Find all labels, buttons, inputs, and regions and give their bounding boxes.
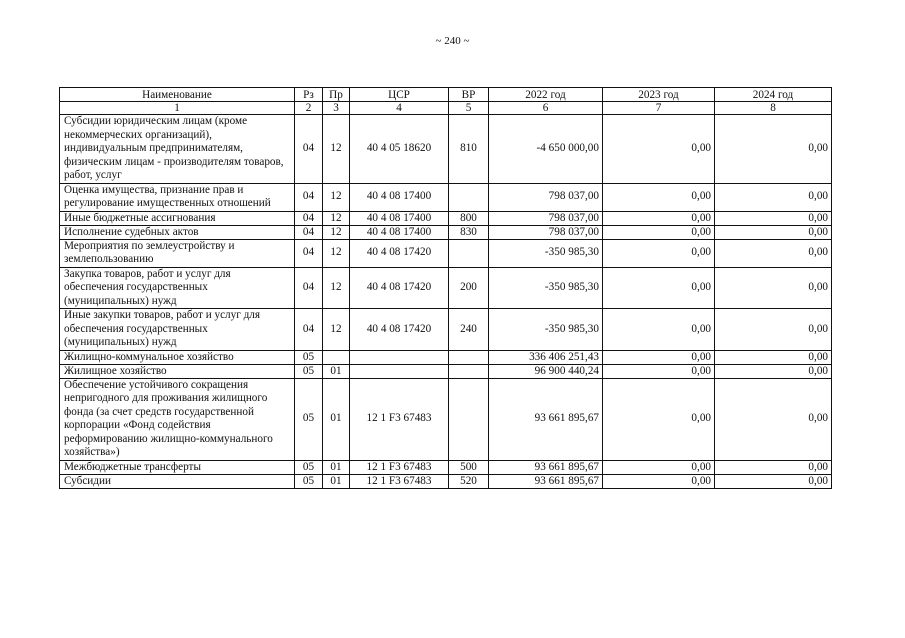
row-vr: 830 [449, 225, 489, 239]
header-vr: ВР [449, 88, 489, 102]
page-number: ~ 240 ~ [435, 35, 470, 47]
row-csr: 40 4 08 17400 [350, 225, 449, 239]
row-vr: 520 [449, 474, 489, 488]
header-2022: 2022 год [489, 88, 603, 102]
row-pr: 01 [323, 378, 350, 460]
row-2022-value: 93 661 895,67 [489, 460, 603, 474]
table-row [60, 460, 832, 474]
row-vr [449, 239, 489, 267]
row-name: Обеспечение устойчивого сокращения непригодного для проживания жилищного фонда (за счет средств государственной корпорации «Фонд содействия реформированию жилищно-коммунального хозяйства») [60, 378, 295, 460]
row-2023-value: 0,00 [603, 350, 715, 364]
table-row [60, 239, 832, 267]
row-rz: 05 [295, 364, 323, 378]
row-csr: 40 4 05 18620 [350, 115, 449, 184]
row-2024-value: 0,00 [715, 211, 832, 225]
row-2022-value: 798 037,00 [489, 183, 603, 211]
row-2024-value: 0,00 [715, 267, 832, 309]
row-rz: 05 [295, 350, 323, 364]
row-2022-value: 798 037,00 [489, 225, 603, 239]
row-2024-value: 0,00 [715, 183, 832, 211]
column-number: 5 [449, 102, 489, 115]
row-2022-value: -350 985,30 [489, 239, 603, 267]
column-number: 1 [60, 102, 295, 115]
row-pr: 01 [323, 460, 350, 474]
row-csr: 40 4 08 17420 [350, 267, 449, 309]
row-2024-value: 0,00 [715, 474, 832, 488]
row-rz: 05 [295, 460, 323, 474]
row-rz: 04 [295, 309, 323, 351]
row-2022-value: 336 406 251,43 [489, 350, 603, 364]
table-row [60, 115, 832, 184]
row-2024-value: 0,00 [715, 115, 832, 184]
row-2023-value: 0,00 [603, 474, 715, 488]
header-pr: Пр [323, 88, 350, 102]
column-number: 6 [489, 102, 603, 115]
column-number-row [60, 102, 832, 115]
row-csr: 12 1 F3 67483 [350, 378, 449, 460]
row-2022-value: 798 037,00 [489, 211, 603, 225]
row-2022-value: -350 985,30 [489, 309, 603, 351]
row-2022-value: 93 661 895,67 [489, 378, 603, 460]
row-csr: 40 4 08 17400 [350, 183, 449, 211]
row-vr [449, 378, 489, 460]
row-pr: 12 [323, 211, 350, 225]
row-2023-value: 0,00 [603, 225, 715, 239]
header-name: Наименование [60, 88, 295, 102]
row-2024-value: 0,00 [715, 460, 832, 474]
row-pr: 12 [323, 309, 350, 351]
row-2022-value: -350 985,30 [489, 267, 603, 309]
row-pr: 12 [323, 115, 350, 184]
row-2024-value: 0,00 [715, 364, 832, 378]
header-csr: ЦСР [350, 88, 449, 102]
row-2024-value: 0,00 [715, 239, 832, 267]
row-2022-value: -4 650 000,00 [489, 115, 603, 184]
table-row [60, 474, 832, 488]
header-2024: 2024 год [715, 88, 832, 102]
row-pr: 12 [323, 267, 350, 309]
row-2023-value: 0,00 [603, 239, 715, 267]
table-row [60, 364, 832, 378]
row-rz: 04 [295, 267, 323, 309]
table-row [60, 225, 832, 239]
row-csr: 40 4 08 17400 [350, 211, 449, 225]
row-2024-value: 0,00 [715, 309, 832, 351]
row-2023-value: 0,00 [603, 309, 715, 351]
table-row [60, 350, 832, 364]
row-2023-value: 0,00 [603, 364, 715, 378]
column-number: 3 [323, 102, 350, 115]
row-csr: 40 4 08 17420 [350, 309, 449, 351]
row-name: Субсидии юридическим лицам (кроме некоммерческих организаций), индивидуальным предпринимателям, физическим лицам - производителям товаров, работ, услуг [60, 115, 295, 184]
row-pr: 12 [323, 225, 350, 239]
row-pr: 01 [323, 364, 350, 378]
column-number: 7 [603, 102, 715, 115]
row-vr: 810 [449, 115, 489, 184]
row-2023-value: 0,00 [603, 378, 715, 460]
row-csr: 40 4 08 17420 [350, 239, 449, 267]
table-row [60, 309, 832, 351]
row-vr: 200 [449, 267, 489, 309]
row-rz: 04 [295, 239, 323, 267]
row-name: Межбюджетные трансферты [60, 460, 295, 474]
header-row [60, 88, 832, 102]
row-name: Жилищное хозяйство [60, 364, 295, 378]
row-csr [350, 364, 449, 378]
row-name: Закупка товаров, работ и услуг для обеспечения государственных (муниципальных) нужд [60, 267, 295, 309]
row-vr [449, 364, 489, 378]
row-2023-value: 0,00 [603, 460, 715, 474]
row-2023-value: 0,00 [603, 183, 715, 211]
row-name: Иные бюджетные ассигнования [60, 211, 295, 225]
row-csr: 12 1 F3 67483 [350, 474, 449, 488]
row-name: Исполнение судебных актов [60, 225, 295, 239]
row-2023-value: 0,00 [603, 211, 715, 225]
row-2023-value: 0,00 [603, 115, 715, 184]
row-vr: 240 [449, 309, 489, 351]
row-2024-value: 0,00 [715, 225, 832, 239]
row-name: Иные закупки товаров, работ и услуг для обеспечения государственных (муниципальных) нужд [60, 309, 295, 351]
row-vr [449, 350, 489, 364]
row-pr [323, 350, 350, 364]
row-pr: 12 [323, 239, 350, 267]
row-vr [449, 183, 489, 211]
row-name: Субсидии [60, 474, 295, 488]
table-row [60, 378, 832, 460]
row-2023-value: 0,00 [603, 267, 715, 309]
row-2024-value: 0,00 [715, 378, 832, 460]
row-csr: 12 1 F3 67483 [350, 460, 449, 474]
row-2022-value: 96 900 440,24 [489, 364, 603, 378]
column-number: 8 [715, 102, 832, 115]
row-pr: 12 [323, 183, 350, 211]
row-vr: 800 [449, 211, 489, 225]
row-rz: 04 [295, 115, 323, 184]
row-2024-value: 0,00 [715, 350, 832, 364]
column-number: 2 [295, 102, 323, 115]
row-rz: 04 [295, 183, 323, 211]
row-csr [350, 350, 449, 364]
row-rz: 05 [295, 378, 323, 460]
row-name: Оценка имущества, признание прав и регулирование имущественных отношений [60, 183, 295, 211]
row-rz: 04 [295, 225, 323, 239]
header-rz: Рз [295, 88, 323, 102]
budget-table [59, 87, 832, 489]
table-row [60, 211, 832, 225]
header-2023: 2023 год [603, 88, 715, 102]
table-row [60, 267, 832, 309]
row-name: Жилищно-коммунальное хозяйство [60, 350, 295, 364]
row-2022-value: 93 661 895,67 [489, 474, 603, 488]
row-rz: 05 [295, 474, 323, 488]
row-name: Мероприятия по землеустройству и землепользованию [60, 239, 295, 267]
row-vr: 500 [449, 460, 489, 474]
row-rz: 04 [295, 211, 323, 225]
row-pr: 01 [323, 474, 350, 488]
table-row [60, 183, 832, 211]
column-number: 4 [350, 102, 449, 115]
